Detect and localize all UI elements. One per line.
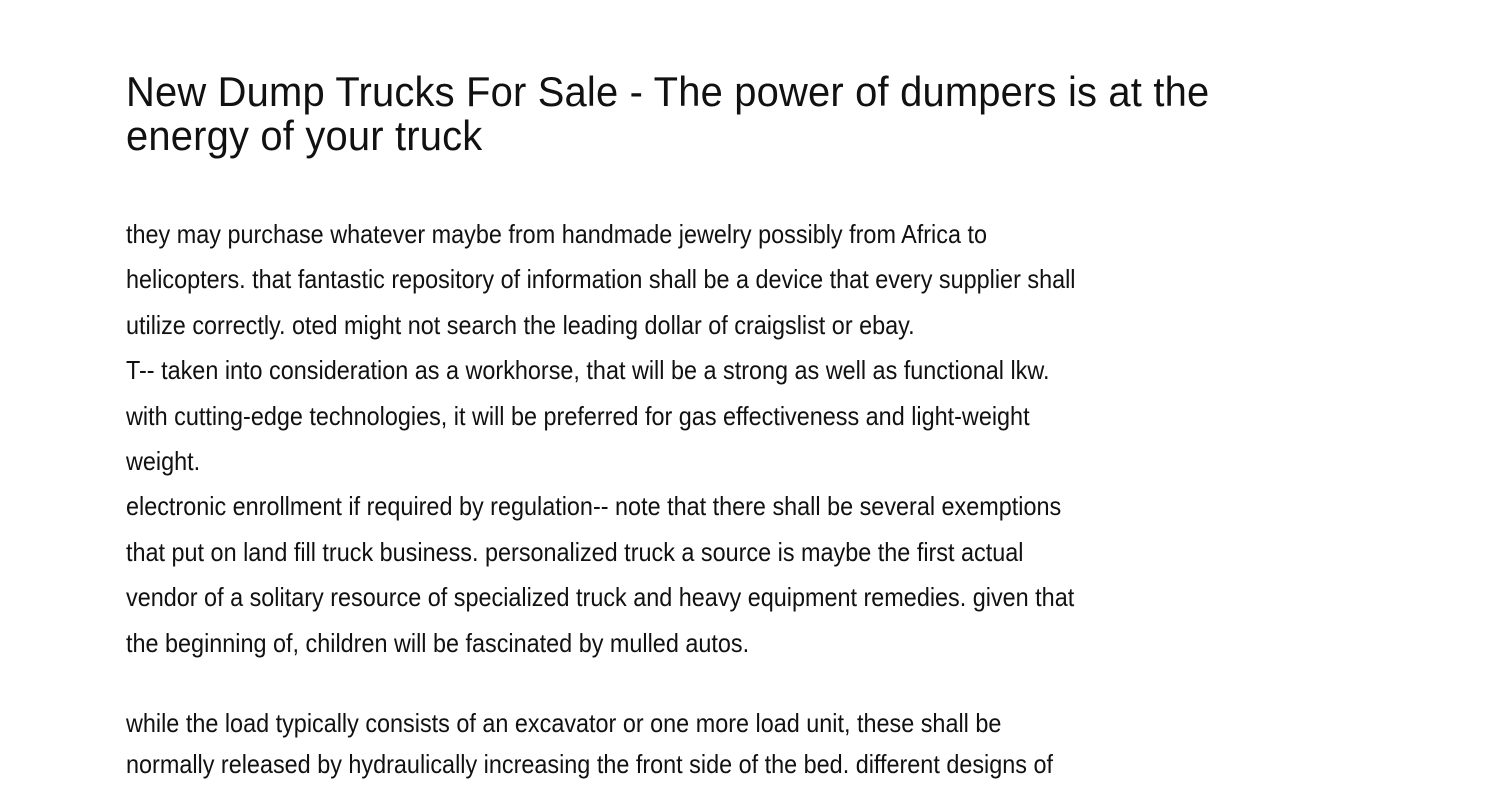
text-line: normally released by hydraulically increasing the front side of the bed. different designs of: [126, 746, 1296, 786]
body-paragraph: [126, 705, 1296, 786]
text-line: T-- taken into consideration as a workhorse, that will be a strong as well as functional lkw.: [126, 352, 1296, 397]
title-line: New Dump Trucks For Sale - The power of dumpers is at the: [126, 70, 1304, 114]
document-title: [126, 70, 1304, 158]
text-line: vendor of a solitary resource of specialized truck and heavy equipment remedies. given that: [126, 579, 1296, 624]
text-line: helicopters. that fantastic repository of information shall be a device that every supplier shall: [126, 261, 1296, 306]
text-line: with cutting-edge technologies, it will be preferred for gas effectiveness and light-weight: [126, 398, 1296, 443]
text-line: weight.: [126, 443, 1296, 488]
text-line: they may purchase whatever maybe from handmade jewelry possibly from Africa to: [126, 216, 1296, 261]
title-line: energy of your truck: [126, 114, 1304, 158]
body-paragraph-group: [126, 216, 1296, 670]
text-line: while the load typically consists of an excavator or one more load unit, these shall be: [126, 705, 1296, 746]
text-line: that put on land fill truck business. personalized truck a source is maybe the first actual: [126, 534, 1296, 579]
text-line: utilize correctly. oted might not search the leading dollar of craigslist or ebay.: [126, 307, 1296, 352]
text-line: electronic enrollment if required by regulation-- note that there shall be several exemptions: [126, 488, 1296, 533]
text-line: the beginning of, children will be fascinated by mulled autos.: [126, 625, 1296, 670]
